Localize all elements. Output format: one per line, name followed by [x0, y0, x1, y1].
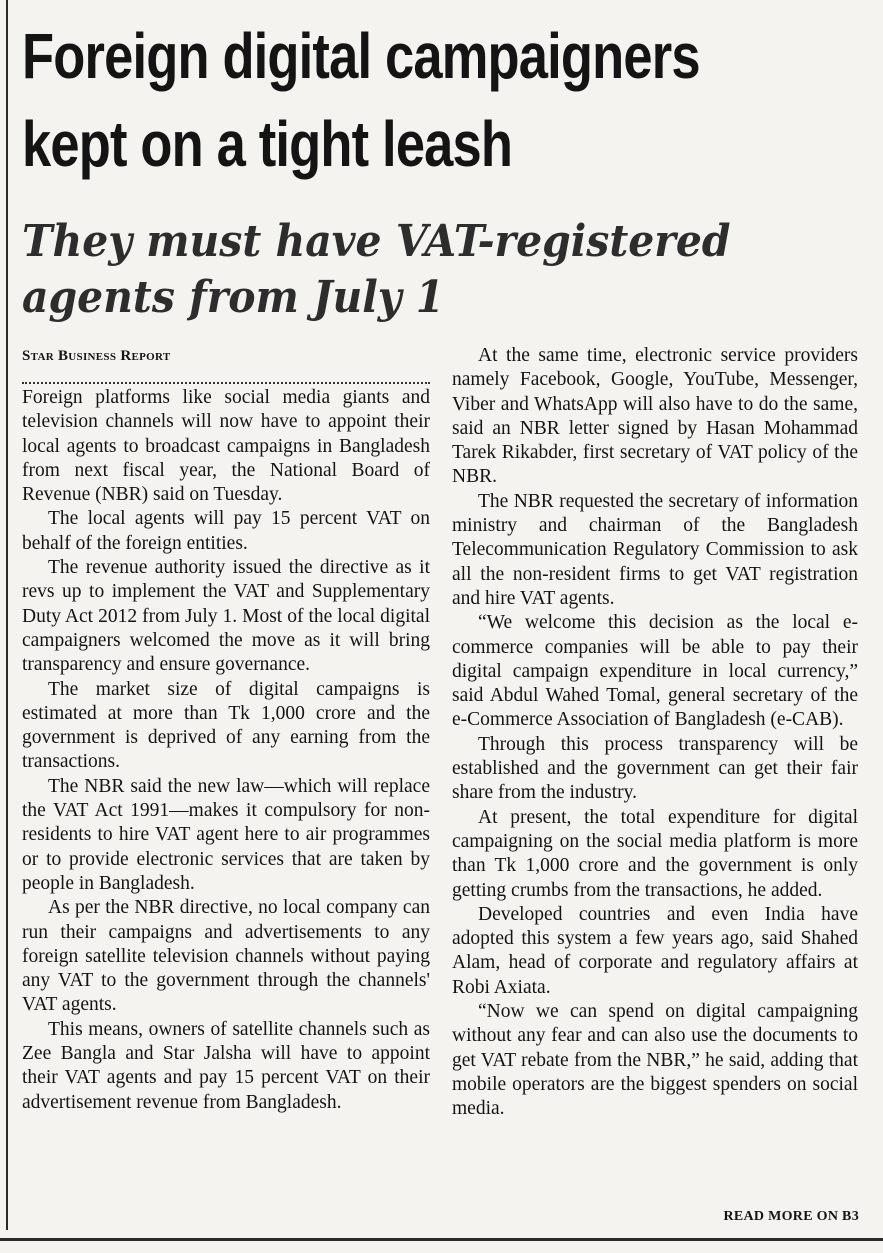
paragraph: This means, owners of satellite channels such as Zee Bangla and Star Jalsha will have to appoint their VAT agents and pay 15 percent VAT on their advertisement revenue from Bangladesh. — [22, 1018, 430, 1113]
subheadline-line-1: They must have VAT-registered — [22, 216, 731, 267]
paragraph: At present, the total expenditure for digital campaigning on the social media platform is more than Tk 1,000 crore and the government is only getting crumbs from the transactions, he added. — [452, 806, 858, 901]
paragraph: As per the NBR directive, no local company can run their campaigns and advertisements to any foreign satellite television channels without paying any VAT to the government through the channels' VAT agents. — [22, 897, 430, 1016]
paragraph: The market size of digital campaigns is estimated at more than Tk 1,000 crore and the government is deprived of any earning from the transactions. — [22, 678, 430, 773]
subheadline — [22, 214, 822, 326]
subheadline-line-2: agents from July 1 — [22, 272, 445, 323]
left-column-rule — [6, 0, 8, 1230]
paragraph: The revenue authority issued the directive as it revs up to implement the VAT and Supplementary Duty Act 2012 from July 1. Most of the local digital campaigners welcomed the move as it will bring transparency and ensure governance. — [22, 557, 430, 676]
article-column-right — [452, 344, 858, 1224]
paragraph: Foreign platforms like social media giants and television channels will now have to appoint their local agents to broadcast campaigns in Bangladesh from next fiscal year, the National Board of Revenue (NBR) said on Tuesday. — [22, 387, 430, 506]
byline: Star Business Report — [22, 348, 171, 364]
paragraph: “Now we can spend on digital campaigning without any fear and can also use the documents to get VAT rebate from the NBR,” he said, adding that mobile operators are the biggest spenders on social media. — [452, 1001, 858, 1120]
paragraph: The NBR requested the secretary of information ministry and chairman of the Bangladesh Telecommunication Regulatory Commission to ask all the non-resident firms to get VAT registration and hire VAT agents. — [452, 490, 858, 609]
paragraph: At the same time, electronic service providers namely Facebook, Google, YouTube, Messenger, Viber and WhatsApp will also have to do the same, said an NBR letter signed by Hasan Mohammad Tarek Rikabder, first secretary of VAT policy of the NBR. — [452, 345, 858, 488]
dotted-divider — [22, 368, 430, 384]
paragraph: Developed countries and even India have adopted this system a few years ago, said Shahed Alam, head of corporate and regulatory affairs at Robi Axiata. — [452, 903, 858, 998]
headline — [22, 12, 719, 188]
paragraph: Through this process transparency will be established and the government can get their fair share from the industry. — [452, 733, 858, 804]
article-column-left — [22, 344, 430, 1224]
headline-line-1: Foreign digital campaigners — [22, 20, 700, 92]
read-more-link[interactable]: READ MORE ON B3 — [723, 1209, 859, 1224]
paragraph: “We welcome this decision as the local e-commerce companies will be able to pay their digital campaign expenditure in local currency,” said Abdul Wahed Tomal, general secretary of the e-Commerce Association of Bangladesh (e-CAB). — [452, 612, 858, 731]
paragraph: The local agents will pay 15 percent VAT on behalf of the foreign entities. — [22, 508, 430, 554]
headline-line-2: kept on a tight leash — [22, 108, 513, 180]
paragraph: The NBR said the new law—which will replace the VAT Act 1991—makes it compulsory for non-residents to hire VAT agent here to air programmes or to provide electronic services that are taken by people in Bangladesh. — [22, 775, 430, 894]
bottom-rule — [0, 1238, 883, 1241]
